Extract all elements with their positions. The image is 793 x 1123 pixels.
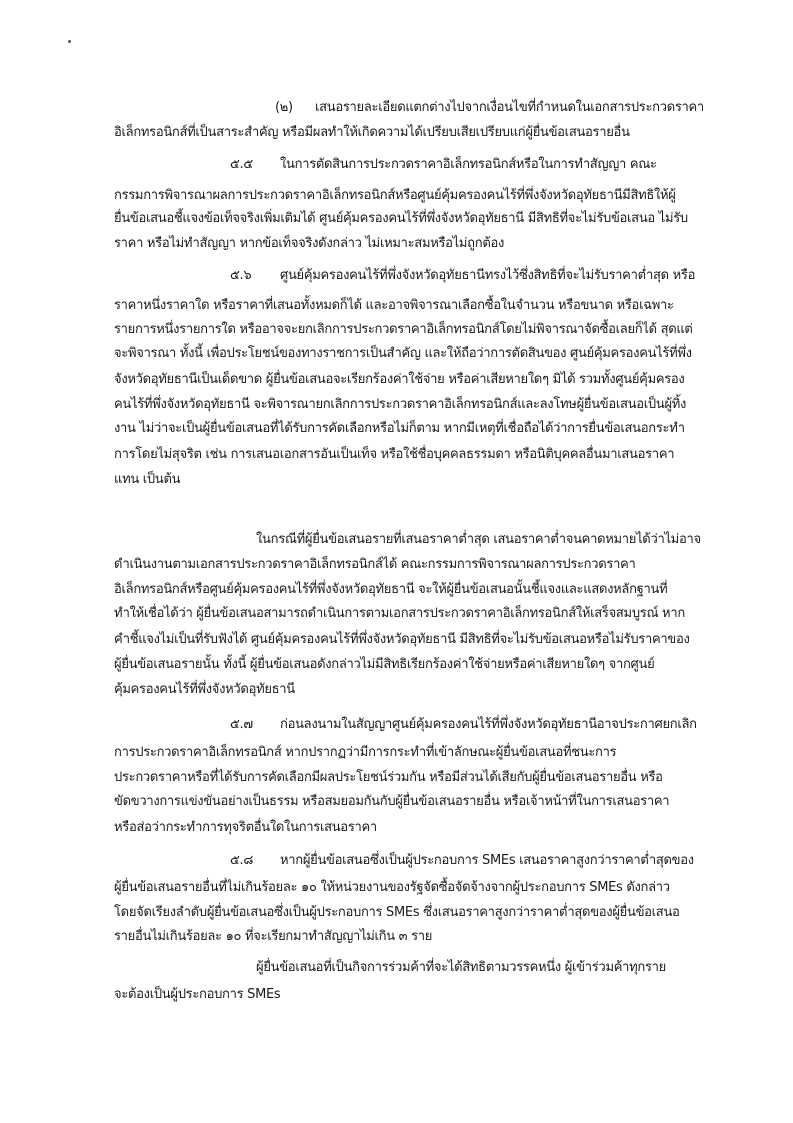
clause-number: ๕.๘ xyxy=(230,853,254,868)
para-2-line: อิเล็กทรอนิกส์ที่เป็นสาระสำคัญ หรือมีผลทำให้เกิดความได้เปรียบเสียเปรียบแก่ผู้ยื่นข้อเสนอรายอื่น xyxy=(114,125,630,140)
clause-5-6-sub-line: ผู้ยื่นข้อเสนอรายนั้น ทั้งนี้ ผู้ยื่นข้อเสนอดังกล่าวไม่มีสิทธิเรียกร้องค่าใช้จ่ายหรือค่าเสียหายใดๆ จากศูนย์ xyxy=(114,657,655,672)
clause-number: ๕.๖ xyxy=(230,268,252,283)
clause-5-8-line: ๕.๘ หากผู้ยื่นข้อเสนอซึ่งเป็นผู้ประกอบการ SMEs เสนอราคาสูงกว่าราคาต่ำสุดของ xyxy=(230,853,694,868)
clause-5-6-line: แทน เป็นต้น xyxy=(114,472,181,487)
clause-5-5-line: กรรมการพิจารณาผลการประกวดราคาอิเล็กทรอนิกส์หรือศูนย์คุ้มครองคนไร้ที่พึ่งจังหวัดอุทัยธานีมีสิทธิให้ผู้ xyxy=(114,188,676,203)
clause-5-6-sub-line: ในกรณีที่ผู้ยื่นข้อเสนอรายที่เสนอราคาต่ำสุด เสนอราคาต่ำจนคาดหมายได้ว่าไม่อาจ xyxy=(256,532,701,547)
clause-5-7-line: ประกวดราคาหรือที่ได้รับการคัดเลือกมีผลประโยชน์ร่วมกัน หรือมีส่วนได้เสียกับผู้ยื่นข้อเสนอรายอื่น หรือ xyxy=(114,770,663,785)
clause-5-6-sub-line: ดำเนินงานตามเอกสารประกวดราคาอิเล็กทรอนิกส์ได้ คณะกรรมการพิจารณาผลการประกวดราคา xyxy=(114,557,636,572)
clause-5-6-line: งาน ไม่ว่าจะเป็นผู้ยื่นข้อเสนอที่ได้รับการคัดเลือกหรือไม่ก็ตาม หากมีเหตุที่เชื่อถือได้ว่าการยื่นข้อเสนอกระทำ xyxy=(114,421,685,436)
clause-5-6-sub-line: อิเล็กทรอนิกส์หรือศูนย์คุ้มครองคนไร้ที่พึ่งจังหวัดอุทัยธานี จะให้ผู้ยื่นข้อเสนอนั้นชี้แจงและแสดงหลักฐานที่ xyxy=(114,582,668,597)
clause-5-5-line: ๕.๕ ในการตัดสินการประกวดราคาอิเล็กทรอนิกส์หรือในการทำสัญญา คณะ xyxy=(230,157,657,172)
clause-5-5-line: ยื่นข้อเสนอชี้แจงข้อเท็จจริงเพิ่มเติมได้ ศูนย์คุ้มครองคนไร้ที่พึ่งจังหวัดอุทัยธานี มีสิทธิที่จะไม่รับข้อเสนอ ไม่รับ xyxy=(114,211,688,226)
para-2-line: (๒) เสนอรายละเอียดแตกต่างไปจากเงื่อนไขที่กำหนดในเอกสารประกวดราคา xyxy=(275,100,704,115)
clause-5-6-line: คนไร้ที่พึ่งจังหวัดอุทัยธานี จะพิจารณายกเลิกการประกวดราคาอิเล็กทรอนิกส์และลงโทษผู้ยื่นข้อเสนอเป็นผู้ทิ้ง xyxy=(114,397,687,412)
clause-5-6-line: ราคาหนึ่งราคาใด หรือราคาที่เสนอทั้งหมดก็ได้ และอาจพิจารณาเลือกซื้อในจำนวน หรือขนาด หรือเฉพาะ xyxy=(114,298,674,313)
clause-5-7-line: การประกวดราคาอิเล็กทรอนิกส์ หากปรากฏว่ามีการกระทำที่เข้าลักษณะผู้ยื่นข้อเสนอที่ชนะการ xyxy=(114,745,617,760)
clause-5-7-line: หรือส่อว่ากระทำการทุจริตอื่นใดในการเสนอราคา xyxy=(114,820,377,835)
clause-5-5-line: ราคา หรือไม่ทำสัญญา หากข้อเท็จจริงดังกล่าว ไม่เหมาะสมหรือไม่ถูกต้อง xyxy=(114,236,505,251)
clause-5-6-sub-line: คำชี้แจงไม่เป็นที่รับฟังได้ ศูนย์คุ้มครองคนไร้ที่พึ่งจังหวัดอุทัยธานี มีสิทธิที่จะไม่รับข้อเสนอหรือไม่รับราคาของ xyxy=(114,632,690,647)
clause-5-8-line: ผู้ยื่นข้อเสนอรายอื่นที่ไม่เกินร้อยละ ๑๐ ให้หน่วยงานของรัฐจัดซื้อจัดจ้างจากผู้ประกอบการ SMEs ดังกล่าว xyxy=(114,880,670,895)
clause-5-6-line: รายการหนึ่งรายการใด หรืออาจจะยกเลิกการประกวดราคาอิเล็กทรอนิกส์โดยไม่พิจารณาจัดซื้อเลยก็ได้ สุดแต่ xyxy=(114,322,693,337)
clause-5-6-sub-line: ทำให้เชื่อได้ว่า ผู้ยื่นข้อเสนอสามารถดำเนินการตามเอกสารประกวดราคาอิเล็กทรอนิกส์ให้เสร็จสมบูรณ์ หาก xyxy=(114,606,685,621)
clause-5-6-sub-line: คุ้มครองคนไร้ที่พึ่งจังหวัดอุทัยธานี xyxy=(114,682,295,697)
clause-5-7-line: ขัดขวางการแข่งขันอย่างเป็นธรรม หรือสมยอมกันกับผู้ยื่นข้อเสนอรายอื่น หรือเจ้าหน้าที่ในการเสนอราคา xyxy=(114,794,670,809)
clause-5-6-line: จังหวัดอุทัยธานีเป็นเด็ดขาด ผู้ยื่นข้อเสนอจะเรียกร้องค่าใช้จ่าย หรือค่าเสียหายใดๆ มิได้ รวมทั้งศูนย์คุ้มครอง xyxy=(114,372,685,387)
clause-5-6-line: การโดยไม่สุจริต เช่น การเสนอเอกสารอันเป็นเท็จ หรือใช้ชื่อบุคคลธรรมดา หรือนิติบุคคลอื่นมาเสนอราคา xyxy=(114,447,675,462)
clause-5-8-sub-line: จะต้องเป็นผู้ประกอบการ SMEs xyxy=(114,987,281,1002)
clause-5-8-line: รายอื่นไม่เกินร้อยละ ๑๐ ที่จะเรียกมาทำสัญญาไม่เกิน ๓ ราย xyxy=(114,929,433,944)
para-2-label: (๒) xyxy=(275,100,293,115)
clause-5-7-line: ๕.๗ ก่อนลงนามในสัญญาศูนย์คุ้มครองคนไร้ที่พึ่งจังหวัดอุทัยธานีอาจประกาศยกเลิก xyxy=(230,717,697,732)
clause-5-8-sub-line: ผู้ยื่นข้อเสนอที่เป็นกิจการร่วมค้าที่จะได้สิทธิตามวรรคหนึ่ง ผู้เข้าร่วมค้าทุกราย xyxy=(256,960,666,975)
scan-dot xyxy=(68,40,71,43)
clause-number: ๕.๗ xyxy=(230,717,253,732)
clause-5-6-line: ๕.๖ ศูนย์คุ้มครองคนไร้ที่พึ่งจังหวัดอุทัยธานีทรงไว้ซึ่งสิทธิที่จะไม่รับราคาต่ำสุด หรือ xyxy=(230,268,696,283)
clause-5-8-line: โดยจัดเรียงลำดับผู้ยื่นข้อเสนอซึ่งเป็นผู้ประกอบการ SMEs ซึ่งเสนอราคาสูงกว่าราคาต่ำสุดของผู้ยื่นข้อเสนอ xyxy=(114,905,680,920)
clause-number: ๕.๕ xyxy=(230,157,253,172)
clause-5-6-line: จะพิจารณา ทั้งนี้ เพื่อประโยชน์ของทางราชการเป็นสำคัญ และให้ถือว่าการตัดสินของ ศูนย์คุ้มครองคนไร้ที่พึ่ง xyxy=(114,346,692,361)
